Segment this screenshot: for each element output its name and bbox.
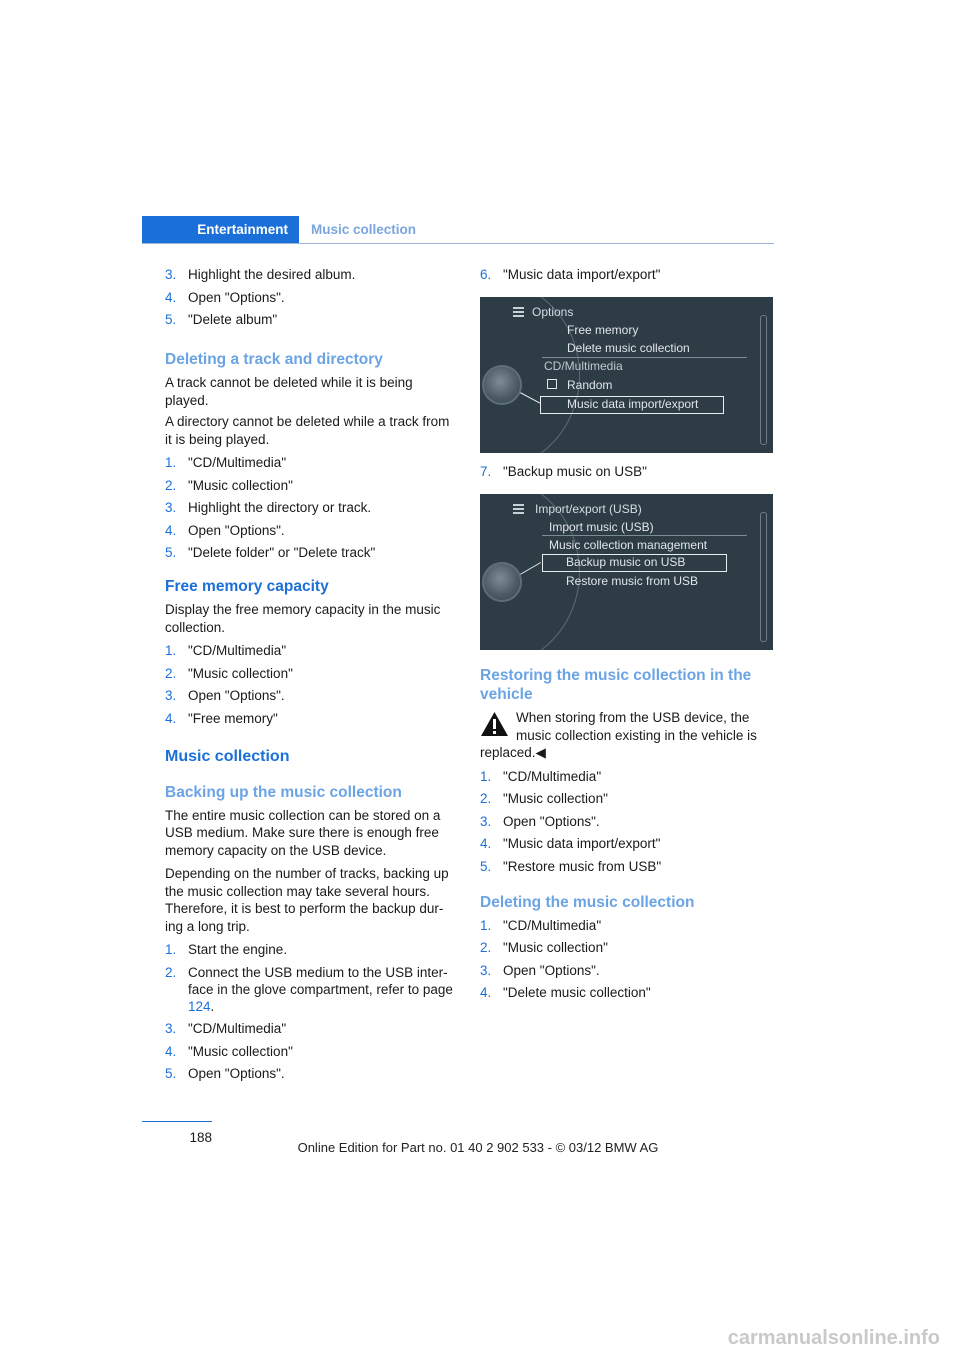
step-number: 1. bbox=[165, 643, 177, 658]
warning-note bbox=[480, 709, 775, 762]
menu-item[interactable]: Music collection management bbox=[549, 538, 708, 552]
menu-section-label: CD/Multimedia bbox=[544, 359, 623, 373]
step bbox=[480, 835, 775, 852]
section-label: Entertainment bbox=[197, 222, 288, 237]
step bbox=[165, 642, 457, 659]
heading-delete-collection: Deleting the music collection bbox=[480, 893, 695, 911]
step-number: 5. bbox=[165, 312, 177, 327]
step-text: Open "Options". bbox=[188, 289, 285, 305]
step-text: "Music collection" bbox=[503, 940, 608, 955]
paragraph: Display the free memory capacity in the music collection. bbox=[165, 602, 441, 635]
step bbox=[165, 311, 457, 328]
step bbox=[165, 687, 457, 704]
step bbox=[165, 1043, 457, 1060]
controller-knob-icon bbox=[482, 562, 522, 602]
step bbox=[480, 917, 775, 934]
page-number-rule bbox=[142, 1121, 212, 1122]
step bbox=[165, 1065, 457, 1082]
right-column bbox=[480, 266, 775, 1007]
step-number: 2. bbox=[165, 964, 177, 980]
divider bbox=[542, 535, 747, 536]
warning-text: When storing from the USB device, the music collection existing in the vehicle is bbox=[516, 710, 757, 743]
scrollbar bbox=[760, 512, 767, 642]
step-text: "Restore music from USB" bbox=[503, 858, 662, 874]
idrive-screen-options bbox=[480, 297, 773, 453]
menu-icon bbox=[512, 305, 525, 318]
idrive-screen-import-export bbox=[480, 494, 773, 650]
subsection-label: Music collection bbox=[311, 222, 417, 237]
menu-item-selected[interactable]: Backup music on USB bbox=[566, 555, 686, 569]
step-text: Open "Options". bbox=[188, 688, 285, 703]
step bbox=[165, 941, 457, 958]
step-number: 2. bbox=[165, 665, 177, 681]
step bbox=[480, 962, 775, 979]
step bbox=[165, 710, 457, 727]
step-number: 5. bbox=[165, 545, 177, 560]
step bbox=[480, 858, 775, 875]
watermark: carmanualsonline.info bbox=[727, 1327, 940, 1349]
step-number: 4. bbox=[165, 1043, 177, 1059]
warning-icon bbox=[480, 711, 509, 737]
step-number: 4. bbox=[165, 289, 177, 305]
step-number: 1. bbox=[480, 768, 492, 784]
step-text-after: . bbox=[210, 998, 215, 1014]
paragraph: A track cannot be deleted while it is being played. bbox=[165, 375, 413, 408]
step-number: 4. bbox=[480, 836, 492, 851]
step-text: "Music collection" bbox=[188, 1043, 293, 1059]
step-number: 1. bbox=[165, 455, 177, 470]
step-text: "CD/Multimedia" bbox=[188, 455, 287, 470]
step-text: Open "Options". bbox=[503, 962, 600, 978]
step bbox=[165, 289, 457, 306]
heading-music-collection: Music collection bbox=[165, 747, 290, 765]
footer bbox=[0, 1140, 960, 1155]
step-text: Start the engine. bbox=[188, 942, 288, 957]
step-text: "Delete album" bbox=[188, 312, 278, 327]
screen-title: Import/export (USB) bbox=[535, 502, 642, 516]
page-link[interactable]: 124 bbox=[188, 998, 211, 1014]
step bbox=[165, 544, 457, 561]
step-text: Open "Options". bbox=[188, 522, 285, 538]
step bbox=[165, 477, 457, 494]
step-text: "Delete music collection" bbox=[503, 985, 651, 1000]
step bbox=[480, 266, 775, 283]
step bbox=[165, 522, 457, 539]
step bbox=[480, 768, 775, 785]
heading-backup: Backing up the music collection bbox=[165, 783, 402, 801]
step bbox=[165, 266, 457, 283]
step-text: "CD/Multimedia" bbox=[188, 643, 287, 658]
step bbox=[480, 790, 775, 807]
screen-title: Options bbox=[532, 305, 574, 319]
header-bar bbox=[142, 216, 774, 244]
menu-item[interactable]: Import music (USB) bbox=[549, 520, 654, 534]
step-number: 6. bbox=[480, 267, 492, 282]
heading-restore: Restoring the music collection in the vehicle bbox=[480, 667, 752, 703]
section-tab bbox=[142, 216, 299, 243]
step-number: 2. bbox=[480, 791, 492, 806]
step bbox=[480, 813, 775, 830]
step-text: Highlight the desired album. bbox=[188, 267, 356, 282]
step bbox=[165, 964, 457, 1015]
step-number: 4. bbox=[165, 522, 177, 538]
footer-text: Online Edition for Part no. 01 40 2 902 533 - © 03/12 BMW AG bbox=[297, 1140, 659, 1155]
step-number: 5. bbox=[165, 1066, 177, 1081]
scrollbar bbox=[760, 315, 767, 445]
menu-item[interactable] bbox=[547, 378, 612, 392]
step-text: Open "Options". bbox=[503, 813, 600, 829]
step-text: "CD/Multimedia" bbox=[188, 1021, 287, 1036]
menu-item[interactable]: Free memory bbox=[567, 323, 639, 337]
heading-delete-track: Deleting a track and directory bbox=[165, 351, 383, 368]
step-text: "Delete folder" or "Delete track" bbox=[188, 545, 376, 560]
step-number: 5. bbox=[480, 858, 492, 874]
step-number: 3. bbox=[165, 267, 177, 282]
left-column bbox=[165, 266, 457, 1088]
paragraph: A directory cannot be deleted while a track from it is being played. bbox=[165, 414, 450, 447]
step bbox=[480, 984, 775, 1001]
step bbox=[480, 463, 775, 480]
step-text: "Free memory" bbox=[188, 710, 278, 726]
step-number: 3. bbox=[480, 962, 492, 978]
menu-icon bbox=[512, 502, 525, 515]
step-text: "Music collection" bbox=[503, 791, 608, 806]
step bbox=[165, 665, 457, 682]
step-text: Open "Options". bbox=[188, 1066, 285, 1081]
step-number: 2. bbox=[165, 477, 177, 493]
step bbox=[165, 454, 457, 471]
checkbox-icon bbox=[547, 379, 557, 389]
warning-text-end: replaced.◀ bbox=[480, 745, 546, 760]
step-text: "Music collection" bbox=[188, 477, 293, 493]
controller-knob-icon bbox=[482, 365, 522, 405]
subsection-tab bbox=[311, 216, 416, 243]
step-text: Highlight the directory or track. bbox=[188, 500, 372, 515]
menu-item-selected[interactable]: Music data import/export bbox=[567, 397, 699, 411]
menu-item-label: Random bbox=[567, 378, 613, 392]
step-text: Connect the USB medium to the USB inter-face in the glove compartment, refer to page bbox=[188, 964, 453, 997]
step-text: "CD/Multimedia" bbox=[503, 917, 602, 933]
step-text: "CD/Multimedia" bbox=[503, 768, 602, 784]
step-text: "Music collection" bbox=[188, 665, 293, 681]
step-number: 3. bbox=[480, 813, 492, 829]
step bbox=[165, 1020, 457, 1037]
step-number: 1. bbox=[165, 942, 177, 957]
divider bbox=[542, 357, 747, 358]
menu-item[interactable]: Restore music from USB bbox=[566, 574, 699, 588]
step-number: 3. bbox=[165, 1021, 177, 1036]
step-number: 4. bbox=[480, 985, 492, 1000]
heading-free-memory: Free memory capacity bbox=[165, 578, 329, 595]
step-number: 3. bbox=[165, 688, 177, 703]
step-text: "Music data import/export" bbox=[503, 836, 661, 851]
step bbox=[480, 939, 775, 956]
step bbox=[165, 499, 457, 516]
step-number: 2. bbox=[480, 940, 492, 955]
step-text: "Backup music on USB" bbox=[503, 464, 647, 479]
step-number: 3. bbox=[165, 500, 177, 515]
paragraph: Depending on the number of tracks, backing up the music collection may take several hours. Therefore, it is best to perform the backup dur-ing a long trip. bbox=[165, 866, 449, 934]
step-number: 4. bbox=[165, 710, 177, 726]
step-text: "Music data import/export" bbox=[503, 267, 661, 282]
page-number: 188 bbox=[189, 1130, 212, 1145]
paragraph: The entire music collection can be stored on a USB medium. Make sure there is enough free memory capacity on the USB device. bbox=[165, 807, 441, 858]
menu-item[interactable]: Delete music collection bbox=[567, 341, 690, 355]
step-number: 1. bbox=[480, 917, 492, 933]
step-number: 7. bbox=[480, 464, 492, 479]
